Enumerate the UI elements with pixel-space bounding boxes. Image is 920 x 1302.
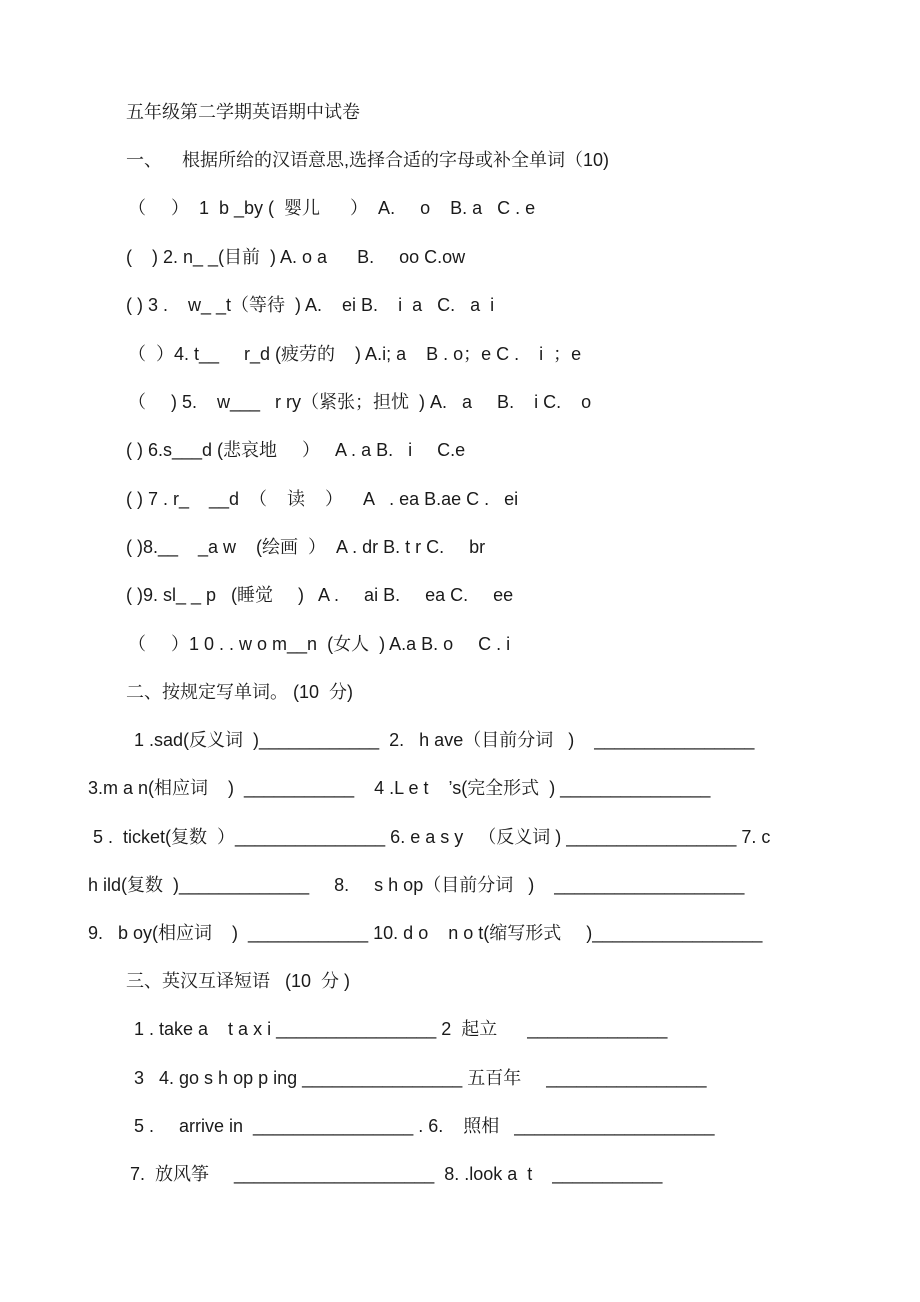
- section3-line-1: 1 . take a t a x i ________________ 2 起立 ______________: [124, 1019, 668, 1039]
- question-6: ( ) 6.s___d (悲哀地 ） A . a B. i C.e: [126, 440, 466, 460]
- page-title: 五年级第二学期英语期中试卷: [126, 102, 360, 122]
- section2-line-2: 3.m a n(相应词 ) ___________ 4 .L e t ’s(完全形式 ) _______________: [88, 778, 711, 798]
- section2-line-1: 1 .sad(反义词 )____________ 2. h ave（目前分词 ) ________________: [124, 730, 755, 750]
- question-9: ( )9. sl_ _ p (睡觉 ) A . ai B. ea C. ee: [126, 585, 514, 605]
- section3-heading: 三、英汉互译短语 (10 分 ): [126, 971, 351, 991]
- section1-heading: 一、 根据所给的汉语意思,选择合适的字母或补全单词（10): [126, 150, 610, 170]
- question-4: （ ）4. t__ r_d (疲劳的 ) A.i; a B . o；e C . i ；e: [128, 344, 582, 364]
- question-5: （ ) 5. w___ r ry（紧张；担忧 ) A. a B. i C. o: [128, 392, 592, 412]
- question-1: （ ） 1 b _by ( 婴儿 ） A. o B. a C . e: [128, 198, 536, 218]
- question-2: ( ) 2. n_ _(目前 ) A. o a B. oo C.ow: [126, 247, 466, 267]
- section2-line-5: 9. b oy(相应词 ) ____________ 10. d o n o t(缩写形式 )_________________: [88, 923, 763, 943]
- section2-heading: 二、按规定写单词。 (10 分): [126, 682, 354, 702]
- section3-line-3: 5 . arrive in ________________ . 6. 照相 ____________________: [124, 1116, 715, 1136]
- section3-line-2: 3 4. go s h op p ing ________________ 五百年 ________________: [124, 1068, 707, 1088]
- section3-line-4: 7. 放风筝 ____________________ 8. .look a t ___________: [120, 1164, 663, 1184]
- question-7: ( ) 7 . r_ __d （ 读 ） A . ea B.ae C . ei: [126, 489, 519, 509]
- question-10: （ ）1 0 . . w o m__n (女人 ) A.a B. o C . i: [128, 634, 511, 654]
- question-8: ( )8.__ _a w (绘画 ） A . dr B. t r C. br: [126, 537, 486, 557]
- section2-line-4: h ild(复数 )_____________ 8. s h op（目前分词 ) ___________________: [88, 875, 745, 895]
- section2-line-3: 5 . ticket(复数 ）_______________ 6. e a s y （反义词 ) _________________ 7. c: [88, 827, 771, 847]
- question-3: ( ) 3 . w_ _t（等待 ) A. ei B. i a C. a i: [126, 295, 495, 315]
